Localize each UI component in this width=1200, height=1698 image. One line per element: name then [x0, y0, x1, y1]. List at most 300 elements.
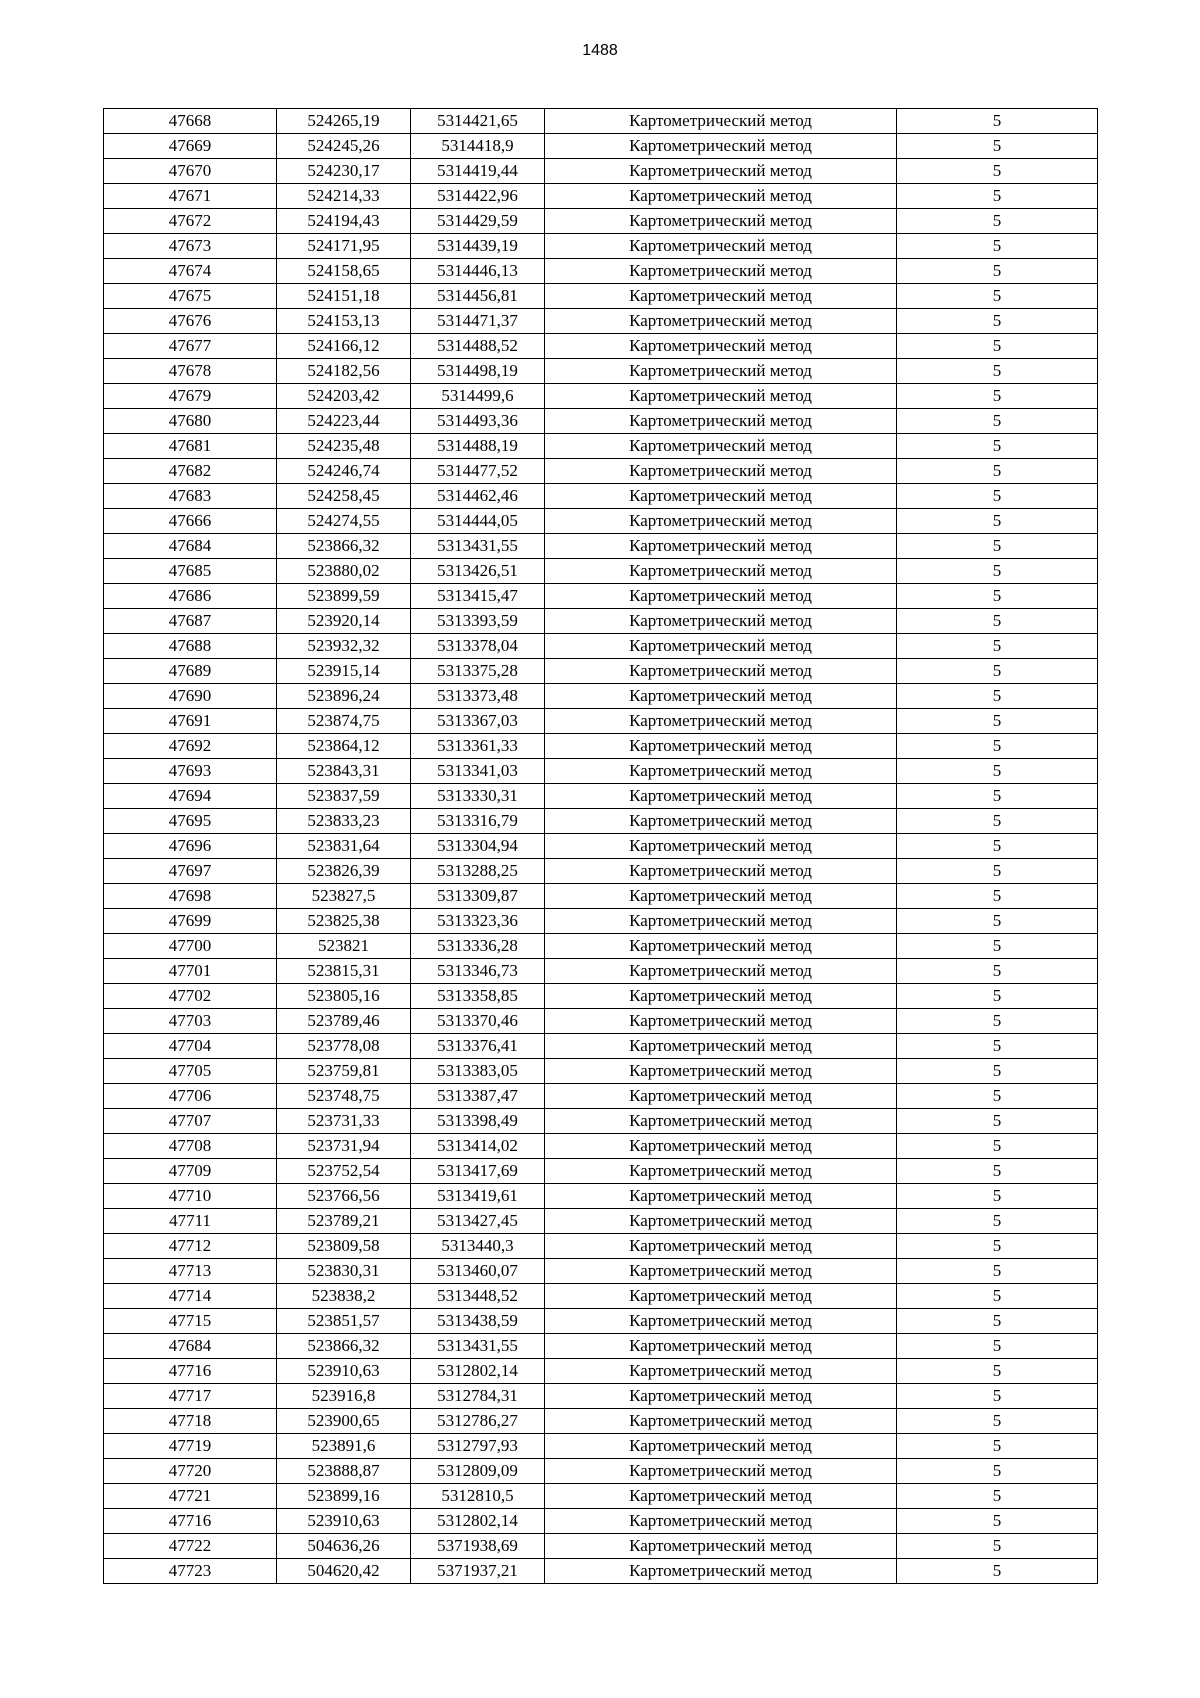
method-cell: Картометрический метод	[545, 1059, 897, 1084]
point-number-cell: 47676	[104, 309, 277, 334]
page-number: 1488	[582, 42, 618, 59]
table-row	[104, 1459, 1098, 1484]
x-coordinate-cell: 524246,74	[277, 459, 411, 484]
y-coordinate-cell: 5314471,37	[411, 309, 545, 334]
y-coordinate-cell: 5312802,14	[411, 1359, 545, 1384]
x-coordinate-cell: 523831,64	[277, 834, 411, 859]
point-number-cell: 47700	[104, 934, 277, 959]
accuracy-cell: 5	[897, 1534, 1098, 1559]
point-number-cell: 47713	[104, 1259, 277, 1284]
x-coordinate-cell: 523896,24	[277, 684, 411, 709]
method-cell: Картометрический метод	[545, 459, 897, 484]
point-number-cell: 47709	[104, 1159, 277, 1184]
table-row	[104, 959, 1098, 984]
accuracy-cell: 5	[897, 1259, 1098, 1284]
table-row	[104, 234, 1098, 259]
method-cell: Картометрический метод	[545, 784, 897, 809]
method-cell: Картометрический метод	[545, 1009, 897, 1034]
y-coordinate-cell: 5313304,94	[411, 834, 545, 859]
method-cell: Картометрический метод	[545, 1384, 897, 1409]
accuracy-cell: 5	[897, 834, 1098, 859]
method-cell: Картометрический метод	[545, 1534, 897, 1559]
point-number-cell: 47670	[104, 159, 277, 184]
y-coordinate-cell: 5314418,9	[411, 134, 545, 159]
table-row	[104, 859, 1098, 884]
table-row	[104, 1234, 1098, 1259]
y-coordinate-cell: 5313367,03	[411, 709, 545, 734]
method-cell: Картометрический метод	[545, 409, 897, 434]
y-coordinate-cell: 5313383,05	[411, 1059, 545, 1084]
y-coordinate-cell: 5313426,51	[411, 559, 545, 584]
point-number-cell: 47685	[104, 559, 277, 584]
x-coordinate-cell: 523910,63	[277, 1509, 411, 1534]
point-number-cell: 47669	[104, 134, 277, 159]
table-row	[104, 1259, 1098, 1284]
method-cell: Картометрический метод	[545, 1509, 897, 1534]
point-number-cell: 47719	[104, 1434, 277, 1459]
point-number-cell: 47687	[104, 609, 277, 634]
x-coordinate-cell: 523830,31	[277, 1259, 411, 1284]
table-row	[104, 1559, 1098, 1584]
method-cell: Картометрический метод	[545, 509, 897, 534]
x-coordinate-cell: 523825,38	[277, 909, 411, 934]
table-row	[104, 1534, 1098, 1559]
method-cell: Картометрический метод	[545, 484, 897, 509]
accuracy-cell: 5	[897, 1134, 1098, 1159]
x-coordinate-cell: 523915,14	[277, 659, 411, 684]
x-coordinate-cell: 523731,33	[277, 1109, 411, 1134]
accuracy-cell: 5	[897, 909, 1098, 934]
y-coordinate-cell: 5314499,6	[411, 384, 545, 409]
table-row	[104, 934, 1098, 959]
accuracy-cell: 5	[897, 1209, 1098, 1234]
method-cell: Картометрический метод	[545, 1334, 897, 1359]
point-number-cell: 47722	[104, 1534, 277, 1559]
accuracy-cell: 5	[897, 509, 1098, 534]
y-coordinate-cell: 5312802,14	[411, 1509, 545, 1534]
table-row	[104, 1109, 1098, 1134]
method-cell: Картометрический метод	[545, 1309, 897, 1334]
table-row	[104, 809, 1098, 834]
point-number-cell: 47671	[104, 184, 277, 209]
accuracy-cell: 5	[897, 309, 1098, 334]
method-cell: Картометрический метод	[545, 209, 897, 234]
table-row	[104, 1184, 1098, 1209]
y-coordinate-cell: 5314446,13	[411, 259, 545, 284]
method-cell: Картометрический метод	[545, 1559, 897, 1584]
x-coordinate-cell: 524258,45	[277, 484, 411, 509]
point-number-cell: 47697	[104, 859, 277, 884]
table-row	[104, 759, 1098, 784]
y-coordinate-cell: 5313323,36	[411, 909, 545, 934]
table-row	[104, 1409, 1098, 1434]
y-coordinate-cell: 5313448,52	[411, 1284, 545, 1309]
x-coordinate-cell: 523916,8	[277, 1384, 411, 1409]
accuracy-cell: 5	[897, 1109, 1098, 1134]
y-coordinate-cell: 5313438,59	[411, 1309, 545, 1334]
y-coordinate-cell: 5314477,52	[411, 459, 545, 484]
x-coordinate-cell: 524158,65	[277, 259, 411, 284]
point-number-cell: 47716	[104, 1509, 277, 1534]
point-number-cell: 47714	[104, 1284, 277, 1309]
y-coordinate-cell: 5314421,65	[411, 109, 545, 134]
table-row	[104, 1009, 1098, 1034]
accuracy-cell: 5	[897, 734, 1098, 759]
table-row	[104, 159, 1098, 184]
accuracy-cell: 5	[897, 1559, 1098, 1584]
y-coordinate-cell: 5371938,69	[411, 1534, 545, 1559]
coordinates-table	[103, 108, 1098, 1584]
x-coordinate-cell: 523752,54	[277, 1159, 411, 1184]
point-number-cell: 47678	[104, 359, 277, 384]
point-number-cell: 47692	[104, 734, 277, 759]
method-cell: Картометрический метод	[545, 109, 897, 134]
y-coordinate-cell: 5313309,87	[411, 884, 545, 909]
method-cell: Картометрический метод	[545, 909, 897, 934]
x-coordinate-cell: 504636,26	[277, 1534, 411, 1559]
point-number-cell: 47680	[104, 409, 277, 434]
table-row	[104, 1309, 1098, 1334]
x-coordinate-cell: 523880,02	[277, 559, 411, 584]
x-coordinate-cell: 523864,12	[277, 734, 411, 759]
method-cell: Картометрический метод	[545, 759, 897, 784]
x-coordinate-cell: 524182,56	[277, 359, 411, 384]
method-cell: Картометрический метод	[545, 384, 897, 409]
table-row	[104, 209, 1098, 234]
x-coordinate-cell: 523837,59	[277, 784, 411, 809]
method-cell: Картометрический метод	[545, 1234, 897, 1259]
point-number-cell: 47712	[104, 1234, 277, 1259]
accuracy-cell: 5	[897, 259, 1098, 284]
accuracy-cell: 5	[897, 809, 1098, 834]
method-cell: Картометрический метод	[545, 1184, 897, 1209]
x-coordinate-cell: 523899,59	[277, 584, 411, 609]
method-cell: Картометрический метод	[545, 934, 897, 959]
accuracy-cell: 5	[897, 534, 1098, 559]
method-cell: Картометрический метод	[545, 1434, 897, 1459]
point-number-cell: 47690	[104, 684, 277, 709]
table-row	[104, 284, 1098, 309]
table-row	[104, 784, 1098, 809]
table-row	[104, 259, 1098, 284]
x-coordinate-cell: 524194,43	[277, 209, 411, 234]
y-coordinate-cell: 5313431,55	[411, 1334, 545, 1359]
x-coordinate-cell: 524274,55	[277, 509, 411, 534]
table-row	[104, 1434, 1098, 1459]
method-cell: Картометрический метод	[545, 309, 897, 334]
y-coordinate-cell: 5313419,61	[411, 1184, 545, 1209]
table-row	[104, 709, 1098, 734]
method-cell: Картометрический метод	[545, 1409, 897, 1434]
method-cell: Картометрический метод	[545, 884, 897, 909]
point-number-cell: 47720	[104, 1459, 277, 1484]
method-cell: Картометрический метод	[545, 584, 897, 609]
table-row	[104, 384, 1098, 409]
method-cell: Картометрический метод	[545, 1134, 897, 1159]
table-row	[104, 309, 1098, 334]
point-number-cell: 47686	[104, 584, 277, 609]
point-number-cell: 47708	[104, 1134, 277, 1159]
method-cell: Картометрический метод	[545, 159, 897, 184]
x-coordinate-cell: 523827,5	[277, 884, 411, 909]
y-coordinate-cell: 5314422,96	[411, 184, 545, 209]
point-number-cell: 47696	[104, 834, 277, 859]
accuracy-cell: 5	[897, 884, 1098, 909]
x-coordinate-cell: 524223,44	[277, 409, 411, 434]
accuracy-cell: 5	[897, 959, 1098, 984]
y-coordinate-cell: 5313375,28	[411, 659, 545, 684]
y-coordinate-cell: 5313427,45	[411, 1209, 545, 1234]
accuracy-cell: 5	[897, 409, 1098, 434]
y-coordinate-cell: 5313373,48	[411, 684, 545, 709]
method-cell: Картометрический метод	[545, 1359, 897, 1384]
method-cell: Картометрический метод	[545, 334, 897, 359]
y-coordinate-cell: 5314419,44	[411, 159, 545, 184]
y-coordinate-cell: 5313346,73	[411, 959, 545, 984]
method-cell: Картометрический метод	[545, 859, 897, 884]
y-coordinate-cell: 5313393,59	[411, 609, 545, 634]
method-cell: Картометрический метод	[545, 284, 897, 309]
point-number-cell: 47717	[104, 1384, 277, 1409]
x-coordinate-cell: 523838,2	[277, 1284, 411, 1309]
table-row	[104, 1059, 1098, 1084]
table-row	[104, 184, 1098, 209]
y-coordinate-cell: 5314493,36	[411, 409, 545, 434]
y-coordinate-cell: 5371937,21	[411, 1559, 545, 1584]
table-row	[104, 609, 1098, 634]
x-coordinate-cell: 523809,58	[277, 1234, 411, 1259]
method-cell: Картометрический метод	[545, 634, 897, 659]
accuracy-cell: 5	[897, 709, 1098, 734]
accuracy-cell: 5	[897, 1334, 1098, 1359]
y-coordinate-cell: 5313415,47	[411, 584, 545, 609]
method-cell: Картометрический метод	[545, 659, 897, 684]
y-coordinate-cell: 5314429,59	[411, 209, 545, 234]
table-row	[104, 1034, 1098, 1059]
accuracy-cell: 5	[897, 334, 1098, 359]
point-number-cell: 47707	[104, 1109, 277, 1134]
point-number-cell: 47721	[104, 1484, 277, 1509]
y-coordinate-cell: 5314488,52	[411, 334, 545, 359]
point-number-cell: 47706	[104, 1084, 277, 1109]
table-row	[104, 134, 1098, 159]
x-coordinate-cell: 524245,26	[277, 134, 411, 159]
y-coordinate-cell: 5312786,27	[411, 1409, 545, 1434]
method-cell: Картометрический метод	[545, 359, 897, 384]
table-row	[104, 1159, 1098, 1184]
y-coordinate-cell: 5312809,09	[411, 1459, 545, 1484]
table-row	[104, 1384, 1098, 1409]
x-coordinate-cell: 523731,94	[277, 1134, 411, 1159]
table-row	[104, 559, 1098, 584]
accuracy-cell: 5	[897, 759, 1098, 784]
point-number-cell: 47716	[104, 1359, 277, 1384]
point-number-cell: 47711	[104, 1209, 277, 1234]
y-coordinate-cell: 5313288,25	[411, 859, 545, 884]
y-coordinate-cell: 5313336,28	[411, 934, 545, 959]
accuracy-cell: 5	[897, 984, 1098, 1009]
table-row	[104, 409, 1098, 434]
accuracy-cell: 5	[897, 159, 1098, 184]
x-coordinate-cell: 523748,75	[277, 1084, 411, 1109]
accuracy-cell: 5	[897, 1159, 1098, 1184]
y-coordinate-cell: 5313370,46	[411, 1009, 545, 1034]
point-number-cell: 47688	[104, 634, 277, 659]
y-coordinate-cell: 5314498,19	[411, 359, 545, 384]
accuracy-cell: 5	[897, 1009, 1098, 1034]
table-row	[104, 909, 1098, 934]
x-coordinate-cell: 523778,08	[277, 1034, 411, 1059]
point-number-cell: 47703	[104, 1009, 277, 1034]
point-number-cell: 47681	[104, 434, 277, 459]
x-coordinate-cell: 524151,18	[277, 284, 411, 309]
y-coordinate-cell: 5314456,81	[411, 284, 545, 309]
accuracy-cell: 5	[897, 559, 1098, 584]
accuracy-cell: 5	[897, 384, 1098, 409]
accuracy-cell: 5	[897, 359, 1098, 384]
method-cell: Картометрический метод	[545, 559, 897, 584]
table-row	[104, 1509, 1098, 1534]
point-number-cell: 47702	[104, 984, 277, 1009]
y-coordinate-cell: 5313376,41	[411, 1034, 545, 1059]
table-row	[104, 109, 1098, 134]
method-cell: Картометрический метод	[545, 1159, 897, 1184]
point-number-cell: 47695	[104, 809, 277, 834]
method-cell: Картометрический метод	[545, 259, 897, 284]
accuracy-cell: 5	[897, 234, 1098, 259]
point-number-cell: 47666	[104, 509, 277, 534]
point-number-cell: 47723	[104, 1559, 277, 1584]
x-coordinate-cell: 523866,32	[277, 1334, 411, 1359]
table-row	[104, 359, 1098, 384]
y-coordinate-cell: 5313361,33	[411, 734, 545, 759]
x-coordinate-cell: 523851,57	[277, 1309, 411, 1334]
y-coordinate-cell: 5313414,02	[411, 1134, 545, 1159]
method-cell: Картометрический метод	[545, 1284, 897, 1309]
point-number-cell: 47689	[104, 659, 277, 684]
x-coordinate-cell: 524203,42	[277, 384, 411, 409]
accuracy-cell: 5	[897, 1409, 1098, 1434]
accuracy-cell: 5	[897, 1384, 1098, 1409]
method-cell: Картометрический метод	[545, 1034, 897, 1059]
table-row	[104, 1334, 1098, 1359]
accuracy-cell: 5	[897, 209, 1098, 234]
point-number-cell: 47691	[104, 709, 277, 734]
accuracy-cell: 5	[897, 784, 1098, 809]
y-coordinate-cell: 5312784,31	[411, 1384, 545, 1409]
accuracy-cell: 5	[897, 1084, 1098, 1109]
method-cell: Картометрический метод	[545, 984, 897, 1009]
accuracy-cell: 5	[897, 1184, 1098, 1209]
accuracy-cell: 5	[897, 1059, 1098, 1084]
x-coordinate-cell: 523805,16	[277, 984, 411, 1009]
y-coordinate-cell: 5313398,49	[411, 1109, 545, 1134]
method-cell: Картометрический метод	[545, 534, 897, 559]
table-row	[104, 884, 1098, 909]
method-cell: Картометрический метод	[545, 1209, 897, 1234]
accuracy-cell: 5	[897, 184, 1098, 209]
point-number-cell: 47699	[104, 909, 277, 934]
x-coordinate-cell: 523766,56	[277, 1184, 411, 1209]
accuracy-cell: 5	[897, 459, 1098, 484]
method-cell: Картометрический метод	[545, 1484, 897, 1509]
method-cell: Картометрический метод	[545, 234, 897, 259]
table-row	[104, 534, 1098, 559]
method-cell: Картометрический метод	[545, 834, 897, 859]
table-row	[104, 659, 1098, 684]
method-cell: Картометрический метод	[545, 959, 897, 984]
x-coordinate-cell: 523833,23	[277, 809, 411, 834]
coordinates-table-body	[104, 109, 1098, 1584]
accuracy-cell: 5	[897, 109, 1098, 134]
point-number-cell: 47704	[104, 1034, 277, 1059]
y-coordinate-cell: 5313378,04	[411, 634, 545, 659]
accuracy-cell: 5	[897, 584, 1098, 609]
point-number-cell: 47710	[104, 1184, 277, 1209]
x-coordinate-cell: 523874,75	[277, 709, 411, 734]
method-cell: Картометрический метод	[545, 709, 897, 734]
x-coordinate-cell: 524153,13	[277, 309, 411, 334]
accuracy-cell: 5	[897, 934, 1098, 959]
y-coordinate-cell: 5313417,69	[411, 1159, 545, 1184]
table-row	[104, 509, 1098, 534]
x-coordinate-cell: 523900,65	[277, 1409, 411, 1434]
x-coordinate-cell: 524171,95	[277, 234, 411, 259]
method-cell: Картометрический метод	[545, 434, 897, 459]
table-row	[104, 984, 1098, 1009]
point-number-cell: 47705	[104, 1059, 277, 1084]
accuracy-cell: 5	[897, 659, 1098, 684]
accuracy-cell: 5	[897, 1234, 1098, 1259]
x-coordinate-cell: 524166,12	[277, 334, 411, 359]
x-coordinate-cell: 523920,14	[277, 609, 411, 634]
accuracy-cell: 5	[897, 1509, 1098, 1534]
accuracy-cell: 5	[897, 1434, 1098, 1459]
x-coordinate-cell: 523932,32	[277, 634, 411, 659]
point-number-cell: 47677	[104, 334, 277, 359]
y-coordinate-cell: 5313330,31	[411, 784, 545, 809]
method-cell: Картометрический метод	[545, 609, 897, 634]
point-number-cell: 47715	[104, 1309, 277, 1334]
y-coordinate-cell: 5313440,3	[411, 1234, 545, 1259]
y-coordinate-cell: 5313387,47	[411, 1084, 545, 1109]
accuracy-cell: 5	[897, 1459, 1098, 1484]
point-number-cell: 47718	[104, 1409, 277, 1434]
table-row	[104, 1284, 1098, 1309]
point-number-cell: 47668	[104, 109, 277, 134]
accuracy-cell: 5	[897, 684, 1098, 709]
x-coordinate-cell: 524214,33	[277, 184, 411, 209]
y-coordinate-cell: 5313316,79	[411, 809, 545, 834]
method-cell: Картометрический метод	[545, 134, 897, 159]
point-number-cell: 47675	[104, 284, 277, 309]
x-coordinate-cell: 523891,6	[277, 1434, 411, 1459]
accuracy-cell: 5	[897, 1034, 1098, 1059]
point-number-cell: 47684	[104, 1334, 277, 1359]
y-coordinate-cell: 5313358,85	[411, 984, 545, 1009]
method-cell: Картометрический метод	[545, 1084, 897, 1109]
table-row	[104, 1084, 1098, 1109]
method-cell: Картометрический метод	[545, 1109, 897, 1134]
accuracy-cell: 5	[897, 609, 1098, 634]
point-number-cell: 47679	[104, 384, 277, 409]
accuracy-cell: 5	[897, 1309, 1098, 1334]
x-coordinate-cell: 523899,16	[277, 1484, 411, 1509]
x-coordinate-cell: 524230,17	[277, 159, 411, 184]
table-row	[104, 484, 1098, 509]
point-number-cell: 47693	[104, 759, 277, 784]
x-coordinate-cell: 523888,87	[277, 1459, 411, 1484]
